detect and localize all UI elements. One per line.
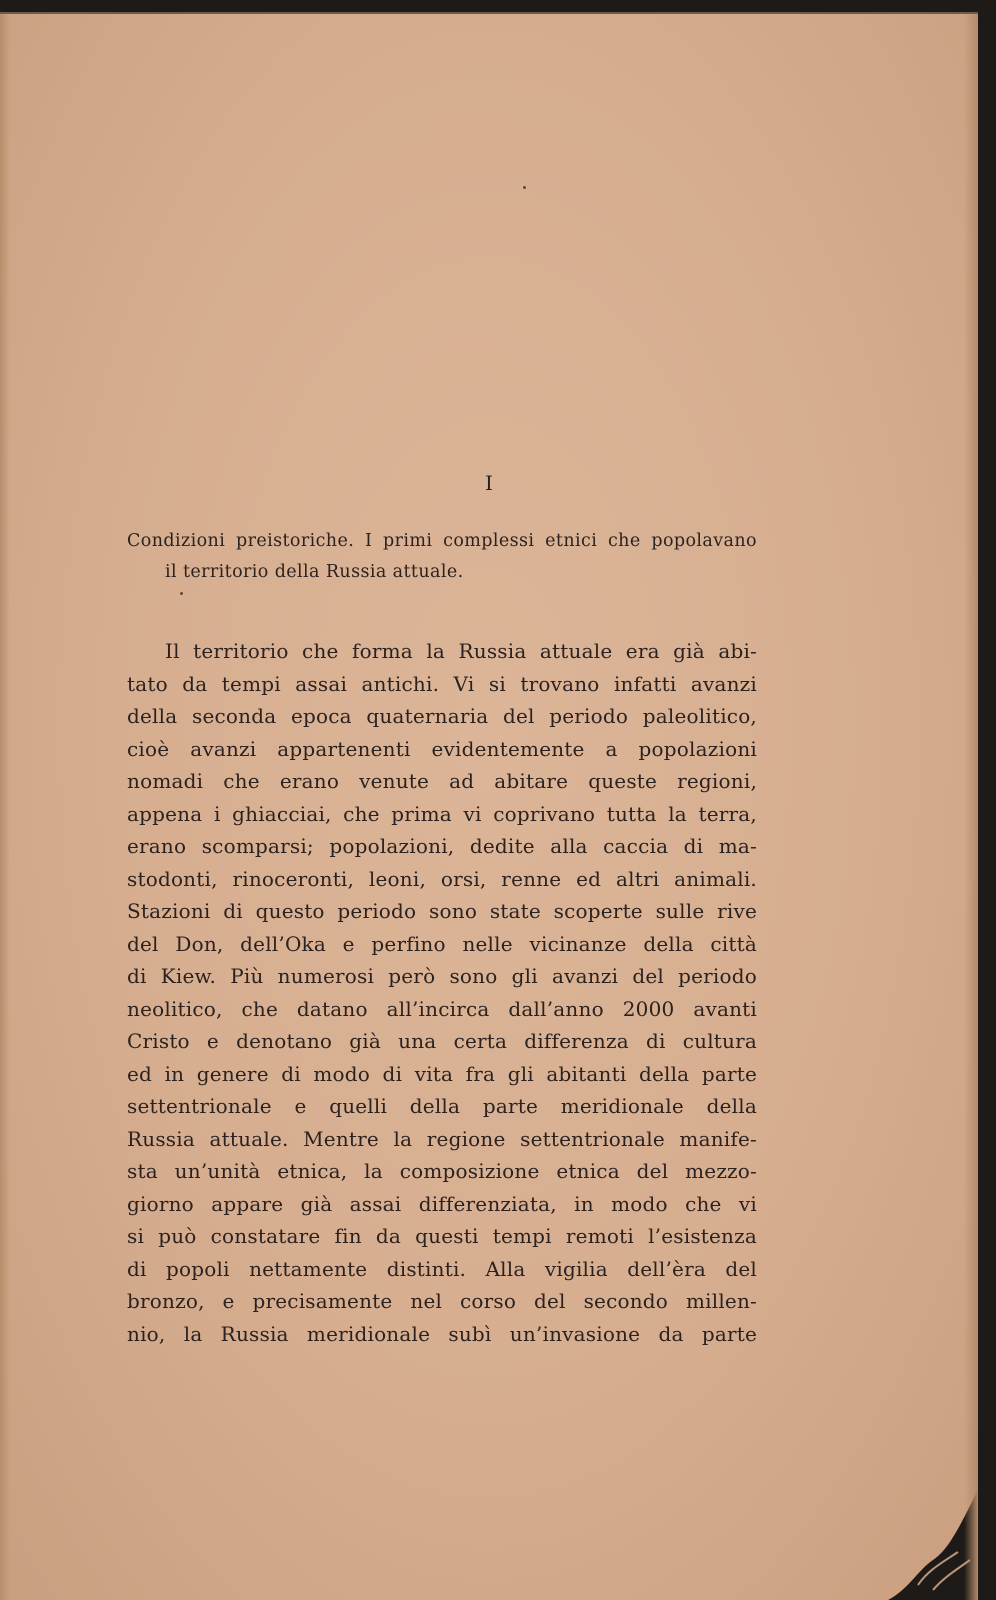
text-line: erano scomparsi; popolazioni, dedite alla caccia di ma- xyxy=(127,834,757,858)
text-line: appena i ghiacciai, che prima vi coprivano tutta la terra, xyxy=(127,801,757,826)
torn-corner xyxy=(888,1490,978,1600)
text-line: sta un’unità etnica, la composizione etnica del mezzo- xyxy=(127,1159,757,1183)
text-line: neolitico, che datano all’incirca dall’anno 2000 avanti xyxy=(127,996,757,1021)
text-line: di Kiew. Più numerosi però sono gli avanzi del periodo xyxy=(127,964,757,988)
text-line: giorno appare già assai differenziata, in modo che vi xyxy=(127,1191,757,1216)
text-line: nomadi che erano venute ad abitare queste regioni, xyxy=(127,769,757,793)
body-paragraph xyxy=(127,635,757,1350)
text-line: tato da tempi assai antichi. Vi si trovano infatti avanzi xyxy=(127,671,757,696)
text-line: cioè avanzi appartenenti evidentemente a popolazioni xyxy=(127,736,757,761)
text-line: ed in genere di modo di vita fra gli abitanti della parte xyxy=(127,1061,757,1086)
text-line: Russia attuale. Mentre la regione settentrionale manife- xyxy=(127,1126,757,1151)
text-line: settentrionale e quelli della parte meridionale della xyxy=(127,1094,757,1118)
chapter-number: I xyxy=(485,471,493,495)
text-line: della seconda epoca quaternaria del periodo paleolitico, xyxy=(127,704,757,728)
chapter-title-line: Condizioni preistoriche. I primi complessi etnici che popolavano xyxy=(127,531,757,551)
chapter-title xyxy=(127,526,757,588)
text-line: Cristo e denotano già una certa differenza di cultura xyxy=(127,1029,757,1053)
text-line: del Don, dell’Oka e perfino nelle vicinanze della città xyxy=(127,931,757,956)
text-line: Il territorio che forma la Russia attuale era già abi- xyxy=(165,639,757,663)
text-line: bronzo, e precisamente nel corso del secondo millen- xyxy=(127,1289,757,1313)
paper-speck xyxy=(180,592,183,595)
text-line: di popoli nettamente distinti. Alla vigilia dell’èra del xyxy=(127,1256,757,1281)
text-line: stodonti, rinoceronti, leoni, orsi, renne ed altri animali. xyxy=(127,866,757,891)
paper-speck xyxy=(523,186,526,189)
chapter-title-line: il territorio della Russia attuale. xyxy=(165,562,464,582)
text-line: Stazioni di questo periodo sono state scoperte sulle rive xyxy=(127,899,757,923)
book-page xyxy=(0,12,978,1600)
text-line: nio, la Russia meridionale subì un’invasione da parte xyxy=(127,1321,757,1346)
text-line: si può constatare fin da questi tempi remoti l’esistenza xyxy=(127,1224,757,1248)
